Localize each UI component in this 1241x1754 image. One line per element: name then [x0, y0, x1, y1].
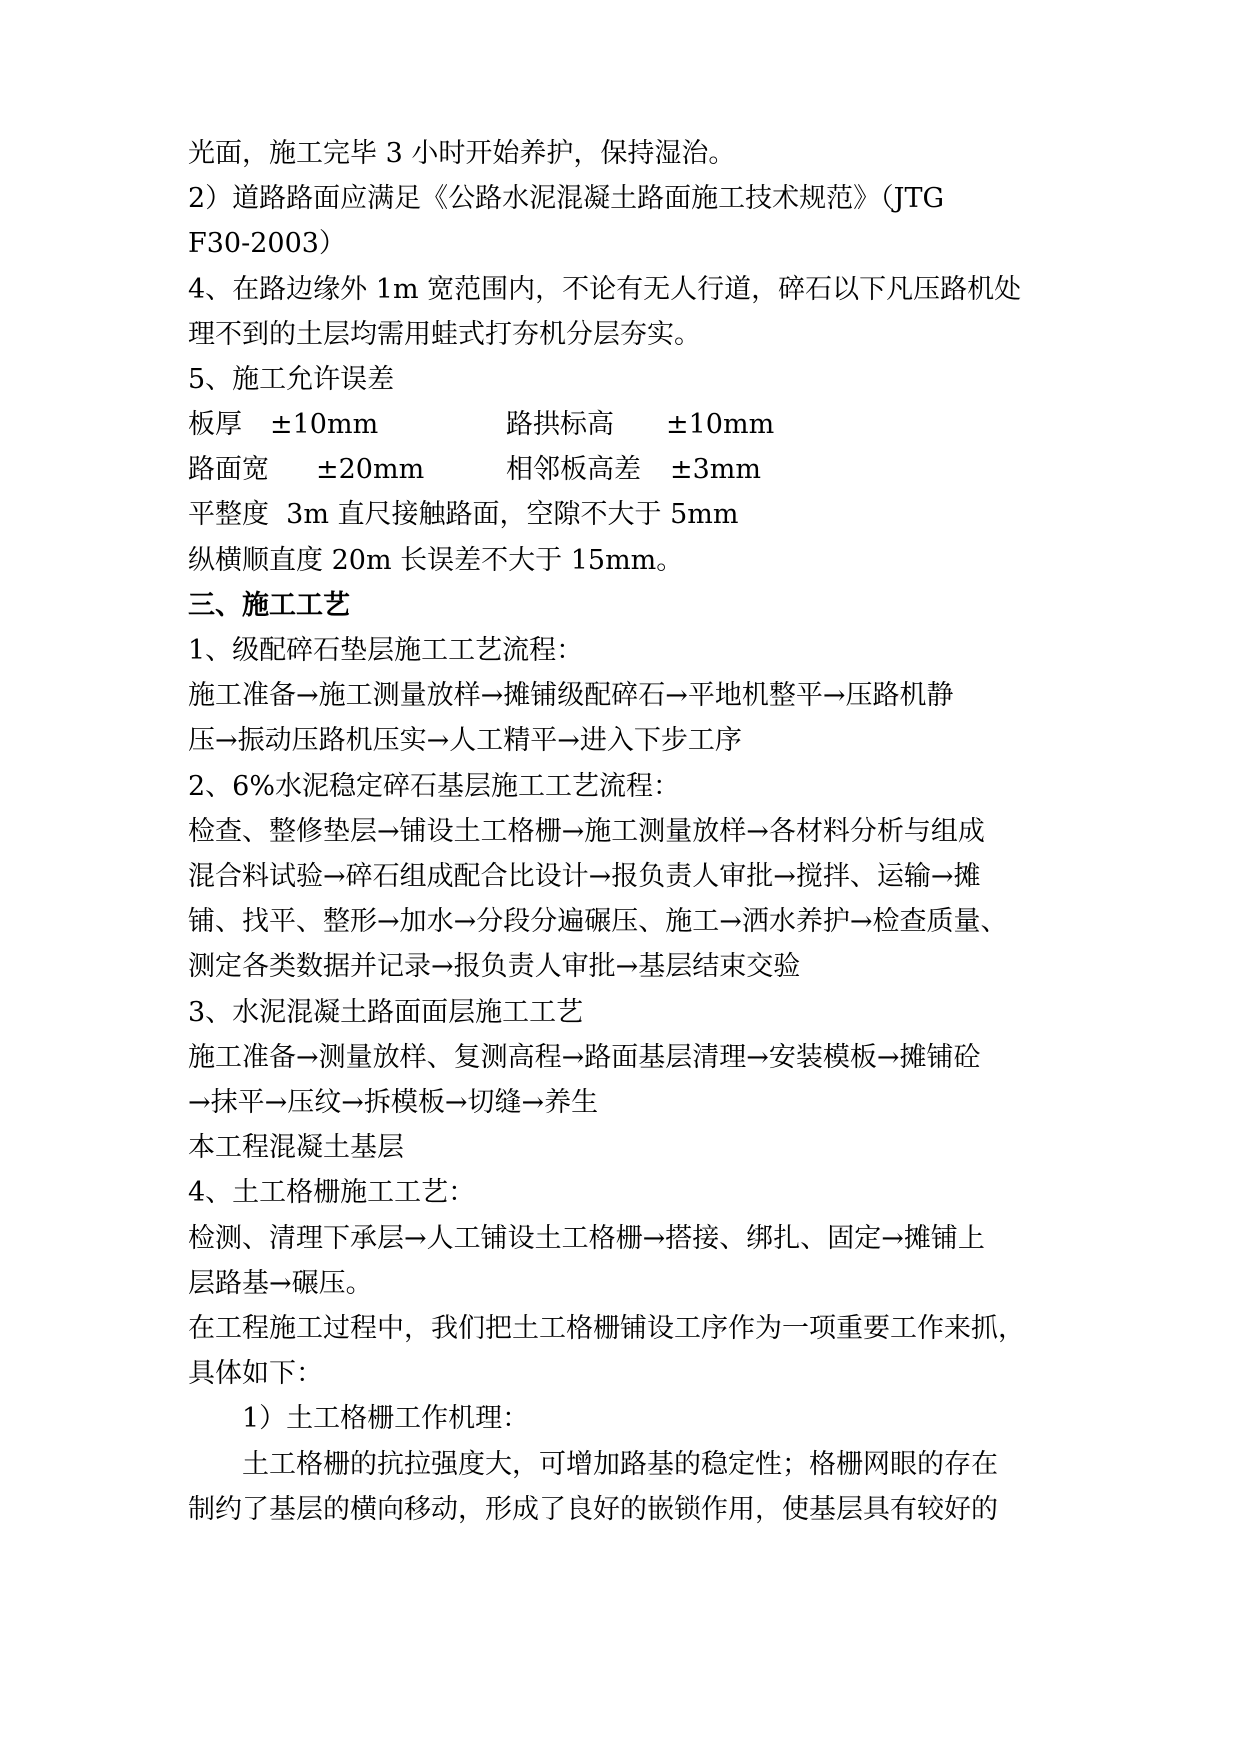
- text-line: 2）道路路面应满足《公路水泥混凝土路面施工技术规范》（JTG: [188, 183, 945, 214]
- text-line: 5、施工允许误差: [188, 364, 395, 395]
- text-line: 压→振动压路机压实→人工精平→进入下步工序: [188, 725, 742, 756]
- text-line: 制约了基层的横向移动，形成了良好的嵌锁作用，使基层具有较好的: [188, 1494, 998, 1525]
- tolerance-item: 板厚: [188, 409, 242, 440]
- tolerance-row: [188, 447, 888, 492]
- text-line: F30-2003）: [188, 228, 346, 259]
- text-line: 在工程施工过程中，我们把土工格栅铺设工序作为一项重要工作来抓，: [188, 1313, 1025, 1344]
- text-line: 测定各类数据并记录→报负责人审批→基层结束交验: [188, 951, 801, 982]
- tolerance-value: ±20mm: [316, 454, 425, 485]
- text-line: 光面，施工完毕 3 小时开始养护，保持湿治。: [188, 138, 736, 169]
- section-heading: 三、施工工艺: [188, 590, 350, 621]
- tolerance-row: [188, 402, 888, 447]
- text-line: 施工准备→测量放样、复测高程→路面基层清理→安装模板→摊铺砼: [188, 1042, 981, 1073]
- text-line: 施工准备→施工测量放样→摊铺级配碎石→平地机整平→压路机静: [188, 680, 954, 711]
- text-line: 理不到的土层均需用蛙式打夯机分层夯实。: [188, 319, 701, 350]
- text-line: 4、土工格栅施工工艺：: [188, 1177, 476, 1208]
- text-line: 铺、找平、整形→加水→分段分遍碾压、施工→洒水养护→检查质量、: [188, 906, 1008, 937]
- text-line: 层路基→碾压。: [188, 1268, 373, 1299]
- text-line: 4、在路边缘外 1m 宽范围内，不论有无人行道，碎石以下凡压路机处: [188, 274, 1022, 305]
- text-line: 检测、清理下承层→人工铺设土工格栅→搭接、绑扎、固定→摊铺上: [188, 1223, 985, 1254]
- tolerance-item: 路面宽: [188, 454, 269, 485]
- text-line: 具体如下：: [188, 1358, 323, 1389]
- tolerance-item: 相邻板高差: [506, 454, 641, 485]
- text-line: 本工程混凝土基层: [188, 1132, 404, 1163]
- text-line: 2、6%水泥稳定碎石基层施工工艺流程：: [188, 771, 681, 802]
- tolerance-value: ±10mm: [270, 409, 379, 440]
- text-line: 1、级配碎石垫层施工工艺流程：: [188, 635, 584, 666]
- text-line: 纵横顺直度 20m 长误差不大于 15mm。: [188, 545, 684, 576]
- text-line: →抹平→压纹→拆模板→切缝→养生: [188, 1087, 599, 1118]
- text-line: 混合料试验→碎石组成配合比设计→报负责人审批→搅拌、运输→摊: [188, 861, 981, 892]
- text-line: 3、水泥混凝土路面面层施工工艺: [188, 997, 584, 1028]
- tolerance-item: 路拱标高: [506, 409, 614, 440]
- text-line: 平整度 3m 直尺接触路面，空隙不大于 5mm: [188, 499, 739, 530]
- tolerance-value: ±3mm: [670, 454, 762, 485]
- text-line: 检查、整修垫层→铺设土工格栅→施工测量放样→各材料分析与组成: [188, 816, 985, 847]
- tolerance-value: ±10mm: [666, 409, 775, 440]
- text-line: 1）土工格栅工作机理：: [242, 1403, 530, 1434]
- text-line: 土工格栅的抗拉强度大，可增加路基的稳定性；格栅网眼的存在: [242, 1449, 998, 1480]
